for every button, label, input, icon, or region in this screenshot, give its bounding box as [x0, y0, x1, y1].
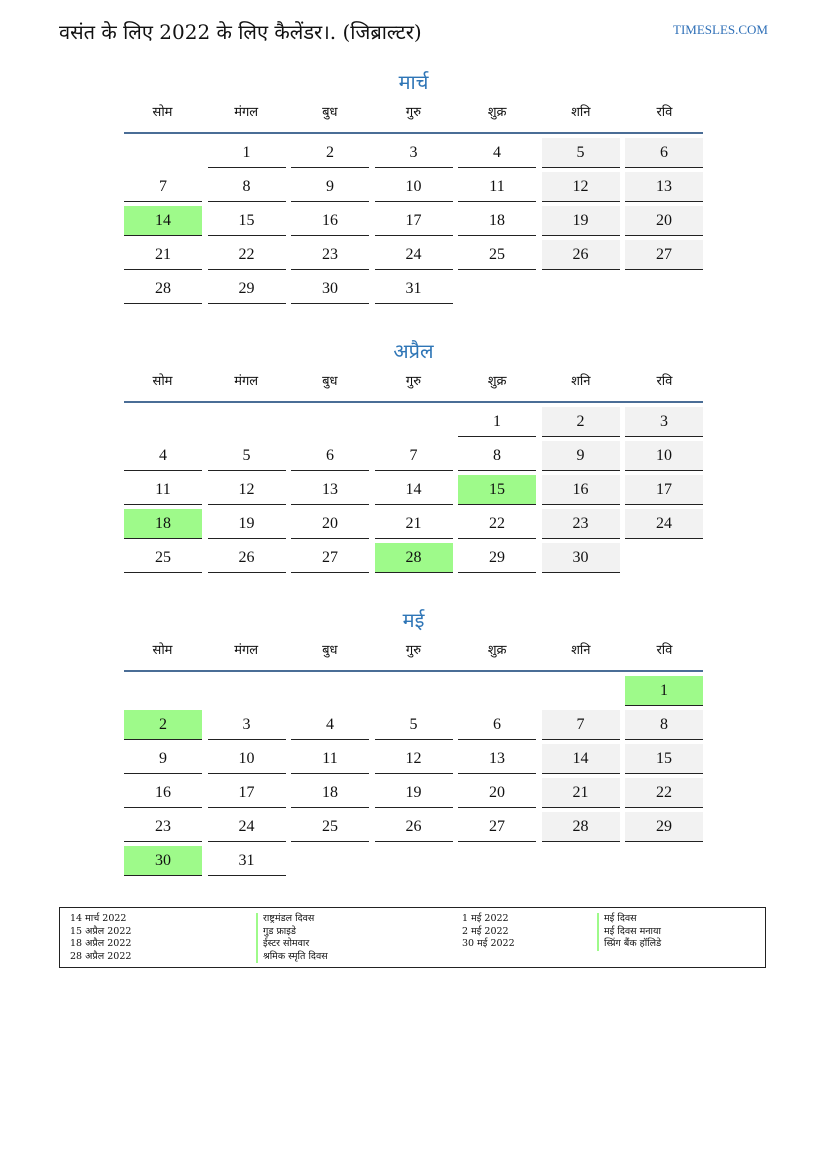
day-cell[interactable]: 25 [458, 240, 536, 270]
day-grid [124, 676, 703, 876]
day-cell[interactable]: 21 [124, 240, 202, 270]
day-cell[interactable]: 5 [208, 441, 286, 471]
day-cell[interactable]: 2 [124, 710, 202, 740]
legend-column [256, 913, 328, 963]
day-cell[interactable]: 3 [375, 138, 453, 168]
weekday-label: शुक्र [487, 643, 507, 658]
day-cell[interactable]: 13 [625, 172, 703, 202]
day-cell[interactable]: 13 [458, 744, 536, 774]
day-cell[interactable]: 10 [375, 172, 453, 202]
day-cell[interactable]: 22 [208, 240, 286, 270]
empty-cell [542, 846, 620, 876]
day-cell[interactable]: 21 [542, 778, 620, 808]
day-cell[interactable]: 18 [458, 206, 536, 236]
day-cell[interactable]: 22 [458, 509, 536, 539]
day-cell[interactable]: 16 [291, 206, 369, 236]
empty-cell [625, 543, 703, 573]
legend-holiday-name: राष्ट्रमंडल दिवस [256, 913, 328, 926]
day-cell[interactable]: 3 [208, 710, 286, 740]
empty-cell [124, 407, 202, 437]
day-cell[interactable]: 5 [375, 710, 453, 740]
day-cell[interactable]: 3 [625, 407, 703, 437]
day-cell[interactable]: 16 [542, 475, 620, 505]
day-cell[interactable]: 10 [208, 744, 286, 774]
legend-date: 14 मार्च 2022 [70, 913, 127, 924]
day-cell[interactable]: 24 [375, 240, 453, 270]
weekday-label: सोम [152, 374, 173, 389]
day-cell[interactable]: 4 [291, 710, 369, 740]
empty-cell [542, 274, 620, 304]
day-cell[interactable]: 6 [291, 441, 369, 471]
day-cell[interactable]: 17 [625, 475, 703, 505]
legend-column [462, 913, 515, 951]
day-cell[interactable]: 5 [542, 138, 620, 168]
day-cell[interactable]: 19 [375, 778, 453, 808]
day-cell[interactable]: 12 [208, 475, 286, 505]
weekday-label: शुक्र [487, 105, 507, 120]
day-cell[interactable]: 15 [625, 744, 703, 774]
empty-cell [625, 846, 703, 876]
legend-holiday-name: श्रमिक स्मृति दिवस [256, 951, 328, 964]
empty-cell [625, 274, 703, 304]
day-cell[interactable]: 12 [542, 172, 620, 202]
empty-cell [208, 676, 286, 706]
day-cell[interactable]: 18 [124, 509, 202, 539]
day-cell[interactable]: 7 [375, 441, 453, 471]
day-cell[interactable]: 17 [208, 778, 286, 808]
day-cell[interactable]: 22 [625, 778, 703, 808]
day-cell[interactable]: 1 [458, 407, 536, 437]
month-2 [124, 335, 703, 573]
weekday-label: गुरु [405, 643, 422, 658]
legend-holiday-name: मई दिवस [597, 913, 661, 926]
legend-holiday-name: स्प्रिंग बैंक हॉलिडे [597, 938, 661, 951]
day-cell[interactable]: 15 [458, 475, 536, 505]
day-cell[interactable]: 11 [124, 475, 202, 505]
empty-cell [542, 676, 620, 706]
day-cell[interactable]: 2 [291, 138, 369, 168]
weekday-header [124, 367, 703, 403]
weekday-label: बुध [322, 105, 338, 120]
legend-column [70, 913, 131, 963]
day-cell[interactable]: 17 [375, 206, 453, 236]
empty-cell [124, 138, 202, 168]
day-cell[interactable]: 29 [458, 543, 536, 573]
weekday-label: बुध [322, 643, 338, 658]
day-cell[interactable]: 24 [208, 812, 286, 842]
empty-cell [375, 676, 453, 706]
day-cell[interactable]: 30 [124, 846, 202, 876]
day-cell[interactable]: 16 [124, 778, 202, 808]
legend-holiday-name: गुड फ्राइडे [256, 926, 328, 939]
day-cell[interactable]: 31 [375, 274, 453, 304]
day-cell[interactable]: 8 [458, 441, 536, 471]
day-cell[interactable]: 19 [542, 206, 620, 236]
day-cell[interactable]: 8 [625, 710, 703, 740]
page-title: वसंत के लिए 2022 के लिए कैलेंडर।. (जिब्राल्टर) [59, 20, 422, 44]
empty-cell [458, 676, 536, 706]
weekday-label: शनि [571, 374, 591, 389]
empty-cell [291, 676, 369, 706]
empty-cell [375, 846, 453, 876]
day-cell[interactable]: 7 [542, 710, 620, 740]
day-cell[interactable]: 26 [542, 240, 620, 270]
weekday-label: मंगल [234, 374, 259, 389]
day-cell[interactable]: 29 [625, 812, 703, 842]
site-link[interactable]: TIMESLES.COM [673, 22, 768, 37]
weekday-header [124, 98, 703, 134]
empty-cell [124, 676, 202, 706]
day-grid [124, 407, 703, 573]
day-cell[interactable]: 14 [124, 206, 202, 236]
day-cell[interactable]: 23 [542, 509, 620, 539]
day-cell[interactable]: 23 [291, 240, 369, 270]
weekday-label: मंगल [234, 105, 259, 120]
day-cell[interactable]: 12 [375, 744, 453, 774]
day-grid [124, 138, 703, 304]
day-cell[interactable]: 13 [291, 475, 369, 505]
day-cell[interactable]: 28 [542, 812, 620, 842]
empty-cell [208, 407, 286, 437]
day-cell[interactable]: 6 [625, 138, 703, 168]
day-cell[interactable]: 10 [625, 441, 703, 471]
empty-cell [291, 846, 369, 876]
day-cell[interactable]: 9 [542, 441, 620, 471]
legend-holiday-name: मई दिवस मनाया [597, 926, 661, 939]
weekday-label: गुरु [405, 374, 422, 389]
day-cell[interactable]: 7 [124, 172, 202, 202]
month-name: मई [402, 608, 425, 632]
day-cell[interactable]: 11 [458, 172, 536, 202]
legend-column [597, 913, 661, 951]
empty-cell [375, 407, 453, 437]
day-cell[interactable]: 27 [458, 812, 536, 842]
day-cell[interactable]: 28 [375, 543, 453, 573]
legend-date: 2 मई 2022 [462, 925, 509, 937]
weekday-label: शनि [571, 643, 591, 658]
day-cell[interactable]: 29 [208, 274, 286, 304]
day-cell[interactable]: 30 [291, 274, 369, 304]
weekday-label: सोम [152, 105, 173, 120]
weekday-label: रवि [656, 105, 673, 120]
day-cell[interactable]: 15 [208, 206, 286, 236]
day-cell[interactable]: 2 [542, 407, 620, 437]
month-3 [124, 604, 703, 876]
weekday-label: रवि [656, 374, 673, 389]
day-cell[interactable]: 21 [375, 509, 453, 539]
day-cell[interactable]: 14 [542, 744, 620, 774]
day-cell[interactable]: 25 [291, 812, 369, 842]
weekday-label: शुक्र [487, 374, 507, 389]
day-cell[interactable]: 24 [625, 509, 703, 539]
weekday-label: बुध [322, 374, 338, 389]
day-cell[interactable]: 20 [458, 778, 536, 808]
legend-date: 15 अप्रैल 2022 [70, 925, 132, 937]
day-cell[interactable]: 6 [458, 710, 536, 740]
day-cell[interactable]: 11 [291, 744, 369, 774]
day-cell[interactable]: 1 [208, 138, 286, 168]
day-cell[interactable]: 30 [542, 543, 620, 573]
weekday-label: गुरु [405, 105, 422, 120]
empty-cell [458, 846, 536, 876]
month-name: मार्च [398, 70, 429, 94]
legend-date: 30 मई 2022 [462, 938, 515, 949]
day-cell[interactable]: 28 [124, 274, 202, 304]
day-cell[interactable]: 9 [291, 172, 369, 202]
month-name: अप्रैल [393, 339, 434, 363]
day-cell[interactable]: 20 [625, 206, 703, 236]
day-cell[interactable]: 27 [291, 543, 369, 573]
holiday-legend [59, 907, 766, 968]
day-cell[interactable]: 31 [208, 846, 286, 876]
weekday-label: मंगल [234, 643, 259, 658]
weekday-label: शनि [571, 105, 591, 120]
day-cell[interactable]: 27 [625, 240, 703, 270]
empty-cell [291, 407, 369, 437]
day-cell[interactable]: 4 [458, 138, 536, 168]
day-cell[interactable]: 20 [291, 509, 369, 539]
day-cell[interactable]: 8 [208, 172, 286, 202]
day-cell[interactable]: 14 [375, 475, 453, 505]
legend-holiday-name: ईस्टर सोमवार [256, 938, 328, 951]
day-cell[interactable]: 18 [291, 778, 369, 808]
day-cell[interactable]: 1 [625, 676, 703, 706]
legend-date: 28 अप्रैल 2022 [70, 950, 132, 962]
month-1 [124, 66, 703, 304]
weekday-label: रवि [656, 643, 673, 658]
empty-cell [458, 274, 536, 304]
weekday-header [124, 636, 703, 672]
day-cell[interactable]: 4 [124, 441, 202, 471]
day-cell[interactable]: 25 [124, 543, 202, 573]
day-cell[interactable]: 26 [375, 812, 453, 842]
legend-date: 1 मई 2022 [462, 913, 509, 924]
legend-date: 18 अप्रैल 2022 [70, 938, 132, 949]
day-cell[interactable]: 9 [124, 744, 202, 774]
day-cell[interactable]: 26 [208, 543, 286, 573]
day-cell[interactable]: 19 [208, 509, 286, 539]
day-cell[interactable]: 23 [124, 812, 202, 842]
weekday-label: सोम [152, 643, 173, 658]
